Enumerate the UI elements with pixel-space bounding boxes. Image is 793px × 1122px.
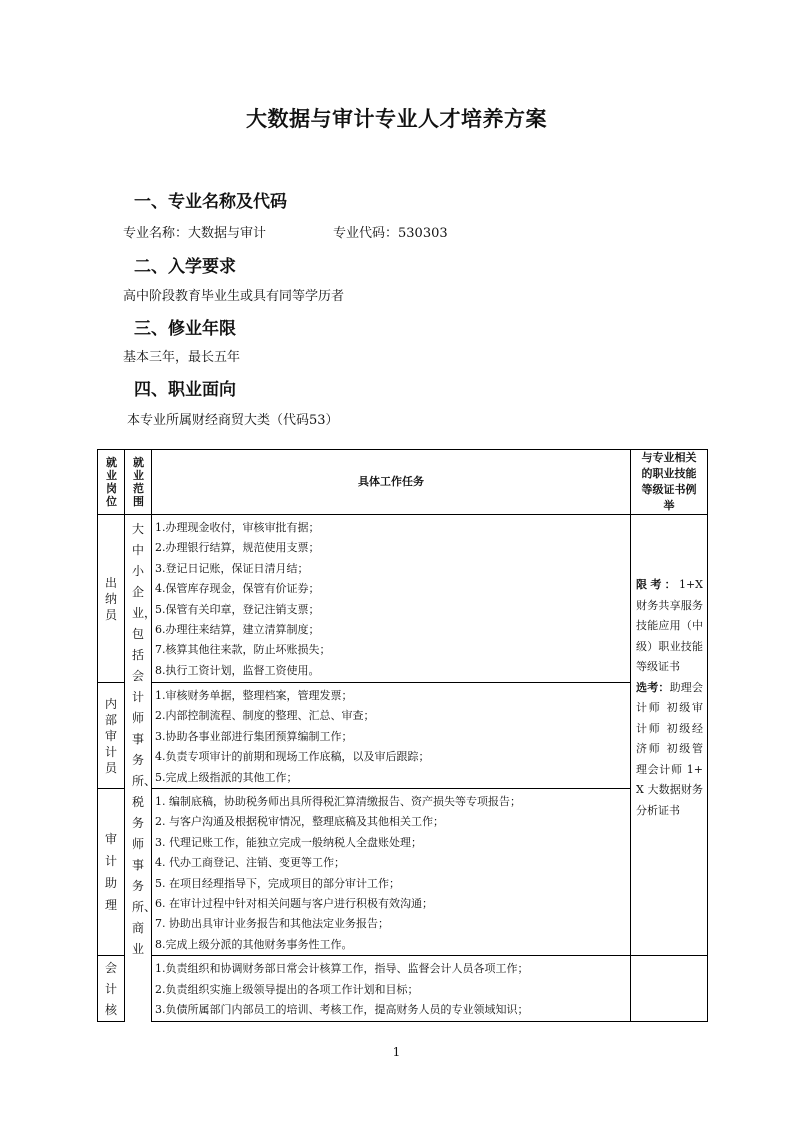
list-item: 1.办理现金收付，审核审批有据；	[155, 521, 320, 534]
tasks-cashier	[152, 515, 631, 683]
admission-text: 高中阶段教育毕业生或具有同等学历者	[123, 289, 345, 304]
section-heading-4: 四、职业面向	[134, 380, 236, 400]
list-item: 3. 代理记账工作，能独立完成一般纳税人全盘账处理；	[155, 835, 422, 849]
section-heading-1: 一、专业名称及代码	[134, 192, 287, 212]
position-cashier: 出纳员	[98, 515, 125, 683]
list-item: 3.登记日记账，保证日清月结；	[155, 561, 309, 575]
major-code: 专业代码：530303	[333, 226, 448, 241]
header-tasks: 具体工作任务	[152, 450, 631, 515]
cert-required-label: 限考：	[636, 578, 679, 591]
tasks-audit-assistant	[152, 789, 631, 956]
page-title: 大数据与审计专业人才培养方案	[246, 107, 547, 131]
tasks-internal-auditor	[152, 683, 631, 789]
tasks-accountant	[152, 956, 631, 1022]
position-accountant: 会计核	[98, 956, 125, 1022]
section-heading-3: 三、修业年限	[134, 319, 236, 339]
certificates	[631, 515, 708, 956]
position-internal-auditor: 内部审计员	[98, 683, 125, 789]
duration-text: 基本三年，最长五年	[123, 350, 241, 365]
list-item: 3.负债所属部门内部员工的培训、考核工作，提高财务人员的专业领域知识；	[155, 1003, 529, 1017]
list-item: 1. 编制底稿，协助税务师出具所得税汇算清缴报告、资产损失等专项报告；	[155, 795, 521, 809]
list-item: 5. 在项目经理指导下，完成项目的部分审计工作；	[155, 876, 400, 890]
cert-optional-label: 选考：	[636, 680, 670, 694]
list-item: 6. 在审计过程中针对相关问题与客户进行积极有效沟通；	[155, 897, 433, 911]
list-item: 4.保管库存现金，保管有价证券；	[155, 582, 320, 596]
cert-optional-text: 助理会计师 初级审计师 初级经济师 初级管理会计师 1+X 大数据财务分析证书	[636, 680, 704, 817]
list-item: 6.办理往来结算，建立清算制度；	[155, 623, 320, 637]
list-item: 2.内部控制流程、制度的整理、汇总、审查；	[155, 709, 375, 723]
list-item: 2.办理银行结算，规范使用支票；	[155, 541, 320, 555]
cert-required-text: 1+X财务共享服务技能应用（中级）职业技能等级证书	[636, 578, 703, 673]
list-item: 7.核算其他往来款，防止坏账损失；	[155, 643, 331, 657]
list-item: 8.完成上级分派的其他财务事务性工作。	[155, 937, 353, 951]
list-item: 4. 代办工商登记、注销、变更等工作；	[155, 856, 345, 870]
cert-empty-cell	[631, 956, 708, 1022]
header-position: 就业岗位	[98, 450, 125, 515]
position-audit-assistant: 审计助理	[98, 789, 125, 956]
list-item: 1.负责组织和协调财务部日常会计核算工作，指导、监督会计人员各项工作；	[155, 962, 529, 976]
list-item: 7. 协助出具审计业务报告和其他法定业务报告；	[155, 917, 389, 931]
list-item: 3.协助各事业部进行集团预算编制工作；	[155, 729, 353, 743]
header-scope: 就业范围	[125, 450, 152, 515]
career-table	[97, 449, 708, 1022]
list-item: 5.完成上级指派的其他工作；	[155, 770, 298, 784]
list-item: 2.负责组织实施上级领导提出的各项工作计划和目标；	[155, 982, 419, 996]
major-name: 专业名称：大数据与审计	[123, 226, 267, 241]
list-item: 2. 与客户沟通及根据税审情况，整理底稿及其他相关工作；	[155, 815, 444, 829]
header-cert: 与专业相关的职业技能等级证书例举	[631, 450, 708, 515]
list-item: 1.审核财务单据，整理档案，管理发票；	[155, 689, 353, 702]
list-item: 4.负责专项审计的前期和现场工作底稿，以及审后跟踪；	[155, 750, 430, 764]
employment-scope: 大中小企业，包括会计师事务所、税务师事务所、商业	[125, 515, 152, 1022]
career-text: 本专业所属财经商贸大类（代码53）	[127, 413, 339, 428]
list-item: 8.执行工资计划，监督工资使用。	[155, 663, 320, 677]
page-number: 1	[392, 1045, 401, 1059]
list-item: 5.保管有关印章，登记注销支票；	[155, 602, 320, 616]
section-heading-2: 二、入学要求	[134, 257, 236, 277]
